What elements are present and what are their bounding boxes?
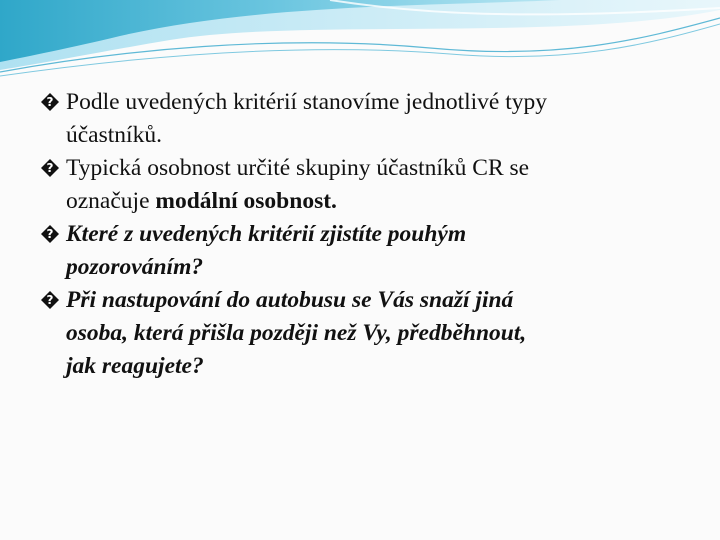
bullet-text-line: Typická osobnost určité skupiny účastníků CR se — [66, 155, 530, 181]
bullet-text-line: jak reagujete? — [66, 353, 204, 379]
list-item — [38, 218, 678, 284]
replacement-char-icon — [40, 158, 60, 178]
svg-text:?: ? — [46, 95, 54, 109]
bullet-text-line: označuje — [66, 188, 156, 214]
emphasized-term: modální osobnost. — [155, 188, 337, 214]
bullet-text-line: pozorováním? — [66, 254, 204, 280]
replacement-char-icon — [40, 224, 60, 244]
svg-text:?: ? — [46, 293, 54, 307]
bullet-list — [38, 86, 678, 383]
bullet-text-line: Při nastupování do autobusu se Vás snaží jiná — [66, 287, 514, 313]
header-wave-decoration — [0, 0, 720, 90]
bullet-text-line: Podle uvedených kritérií stanovíme jednotlivé typy — [66, 89, 547, 115]
svg-text:?: ? — [46, 227, 54, 241]
list-item — [38, 86, 678, 152]
replacement-char-icon — [40, 92, 60, 112]
bullet-text-line: účastníků. — [66, 122, 162, 148]
svg-text:?: ? — [46, 161, 54, 175]
list-item — [38, 152, 678, 218]
bullet-text-line: osoba, která přišla později než Vy, předběhnout, — [66, 320, 527, 346]
replacement-char-icon — [40, 290, 60, 310]
list-item — [38, 284, 678, 383]
bullet-text-line: Které z uvedených kritérií zjistíte pouhým — [66, 221, 467, 247]
